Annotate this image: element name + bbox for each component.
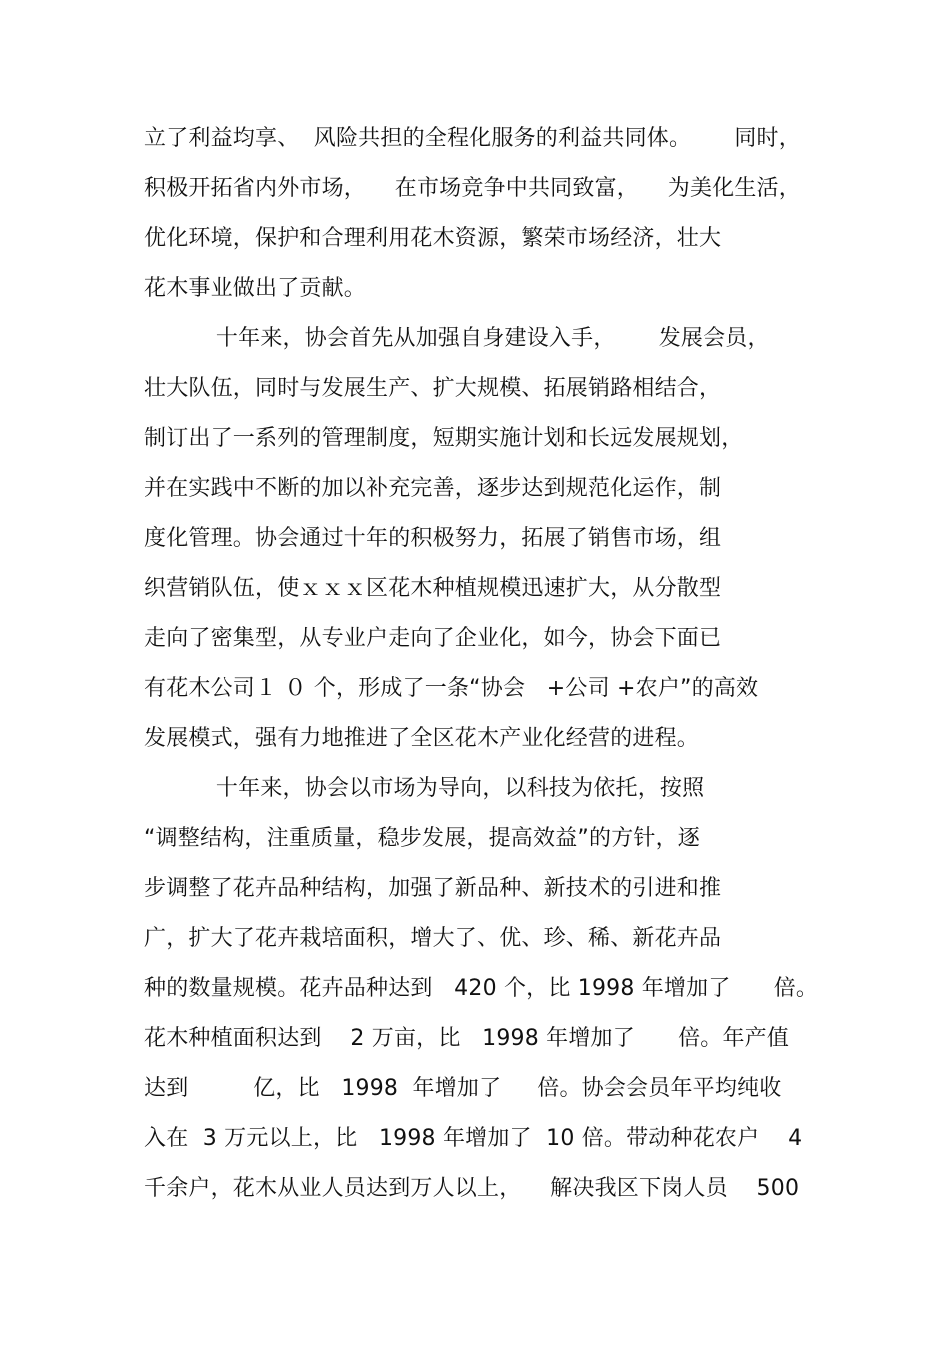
text-line: 达到 亿，比 1998 年增加了 倍。协会会员年平均纯收	[144, 1076, 782, 1101]
text-line: 花木种植面积达到 2 万亩，比 1998 年增加了 倍。年产值	[144, 1026, 790, 1051]
text-line: 立了利益均享、 风险共担的全程化服务的利益共同体。 同时，	[144, 126, 801, 151]
text-line: 壮大队伍，同时与发展生产、扩大规模、拓展销路相结合，	[144, 376, 722, 401]
text-line: 制订出了一系列的管理制度，短期实施计划和长远发展规划，	[144, 426, 744, 451]
text-line: 优化环境，保护和合理利用花木资源，繁荣市场经济，壮大	[144, 226, 722, 251]
text-line: “调整结构，注重质量，稳步发展，提高效益”的方针，逐	[144, 826, 700, 851]
text-line: 步调整了花卉品种结构，加强了新品种、新技术的引进和推	[144, 876, 722, 901]
text-line: 有花木公司１ ０ 个，形成了一条“协会 +公司 +农户”的高效	[144, 676, 759, 701]
text-line: 花木事业做出了贡献。	[144, 276, 367, 301]
text-line: 入在 3 万元以上，比 1998 年增加了 10 倍。带动种花农户 4	[144, 1126, 803, 1151]
text-line: 度化管理。协会通过十年的积极努力，拓展了销售市场，组	[144, 526, 722, 551]
text-line: 广，扩大了花卉栽培面积，增大了、优、珍、稀、新花卉品	[144, 926, 722, 951]
text-line: 发展模式，强有力地推进了全区花木产业化经营的进程。	[144, 726, 700, 751]
text-line: 并在实践中不断的加以补充完善，逐步达到规范化运作，制	[144, 476, 722, 501]
text-line: 积极开拓省内外市场， 在市场竞争中共同致富， 为美化生活，	[144, 176, 801, 201]
text-line: 走向了密集型，从专业户走向了企业化，如今，协会下面已	[144, 626, 722, 651]
text-line: 种的数量规模。花卉品种达到 420 个，比 1998 年增加了 倍。	[144, 976, 819, 1001]
text-line: 织营销队伍，使ｘｘｘ区花木种植规模迅速扩大，从分散型	[144, 576, 722, 601]
text-line: 十年来，协会首先从加强自身建设入手， 发展会员，	[144, 326, 770, 351]
text-line: 十年来，协会以市场为导向，以科技为依托，按照	[144, 776, 705, 801]
text-line: 千余户，花木从业人员达到万人以上， 解决我区下岗人员 500	[144, 1176, 800, 1201]
